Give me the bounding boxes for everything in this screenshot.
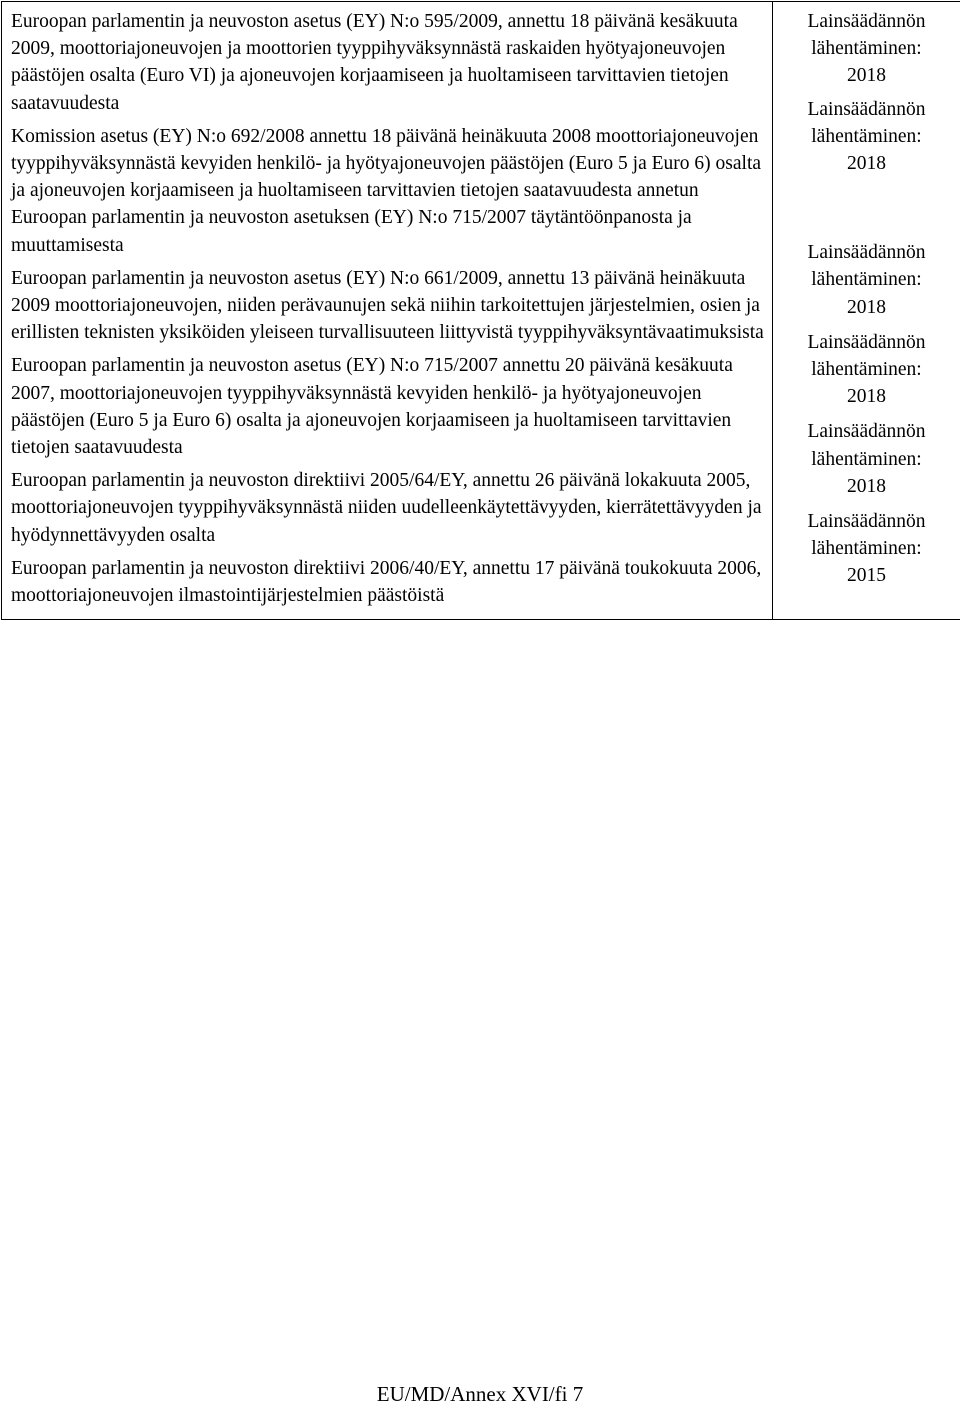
- legislation-entry: Euroopan parlamentin ja neuvoston asetus (EY) N:o 595/2009, annettu 18 päivänä kesäkuuta 2009, moottoriajoneuvojen ja moottorien tyyppihyväksynnästä raskaiden hyötyajoneuvojen päästöjen osalta (Euro VI) ja ajoneuvojen korjaamiseen ja huoltamiseen tarvittavien tietojen saatavuudesta: [11, 11, 738, 114]
- legislation-entry: Euroopan parlamentin ja neuvoston asetus (EY) N:o 715/2007 annettu 20 päivänä kesäkuuta 2007, moottoriajoneuvojen tyyppihyväksynnästä kevyiden henkilö- ja hyötyajoneuvojen päästöjen (Euro 5 ja Euro 6) osalta ja ajoneuvojen korjaamiseen ja huoltamiseen tarvittavien tietojen saatavuudesta: [11, 355, 733, 459]
- approximation-year: 2015: [847, 565, 886, 587]
- approximation-year: 2018: [847, 386, 886, 408]
- legislation-table: [1, 1, 960, 620]
- approximation-label: Lainsäädännön lähentäminen:: [807, 421, 926, 470]
- approximation-note: [773, 410, 960, 500]
- legislation-entry: Komission asetus (EY) N:o 692/2008 annettu 18 päivänä heinäkuuta 2008 moottoriajoneuvojen tyyppihyväksynnästä kevyiden henkilö- ja hyötyajoneuvojen päästöjen (Euro 5 ja Euro 6) osalta ja ajoneuvojen korjaamiseen ja huoltamiseen tarvittavien tietojen saatavuudesta annetun Euroopan parlamentin ja neuvoston asetuksen (EY) N:o 715/2007 täytäntöönpanosta ja muuttamisesta: [11, 125, 762, 256]
- legislation-column: [2, 2, 773, 620]
- page-footer: EU/MD/Annex XVI/fi 7: [376, 1382, 584, 1406]
- table-row: [2, 2, 960, 620]
- approximation-year: 2018: [847, 296, 886, 318]
- approximation-year: 2018: [847, 475, 886, 497]
- approximation-label: Lainsäädännön lähentäminen:: [807, 11, 926, 60]
- approximation-note: [773, 2, 960, 90]
- approximation-year: 2018: [847, 153, 886, 175]
- approximation-column: [773, 2, 960, 620]
- legislation-entry: Euroopan parlamentin ja neuvoston direktiivi 2006/40/EY, annettu 17 päivänä toukokuuta 2006, moottoriajoneuvojen ilmastointijärjestelmien päästöistä: [11, 557, 762, 607]
- approximation-note: [773, 90, 960, 178]
- approximation-year: 2018: [847, 65, 886, 87]
- approximation-note: [773, 177, 960, 321]
- approximation-note: [773, 321, 960, 411]
- legislation-entry: Euroopan parlamentin ja neuvoston direktiivi 2005/64/EY, annettu 26 päivänä lokakuuta 2005, moottoriajoneuvojen tyyppihyväksynnästä niiden uudelleenkäytettävyyden, kierrätettävyyden ja hyödynnettävyyden osalta: [11, 470, 762, 546]
- approximation-label: Lainsäädännön lähentäminen:: [807, 242, 926, 291]
- legislation-entry: Euroopan parlamentin ja neuvoston asetus (EY) N:o 661/2009, annettu 13 päivänä heinäkuuta 2009 moottoriajoneuvojen, niiden perävaunujen sekä niihin tarkoitettujen järjestelmien, osien ja erillisten teknisten yksiköiden yleiseen turvallisuuteen liittyvistä tyyppihyväksyntävaatimuksista: [11, 267, 764, 344]
- approximation-label: Lainsäädännön lähentäminen:: [807, 511, 926, 560]
- approximation-label: Lainsäädännön lähentäminen:: [807, 98, 926, 147]
- approximation-label: Lainsäädännön lähentäminen:: [807, 331, 926, 381]
- approximation-note: [773, 500, 960, 590]
